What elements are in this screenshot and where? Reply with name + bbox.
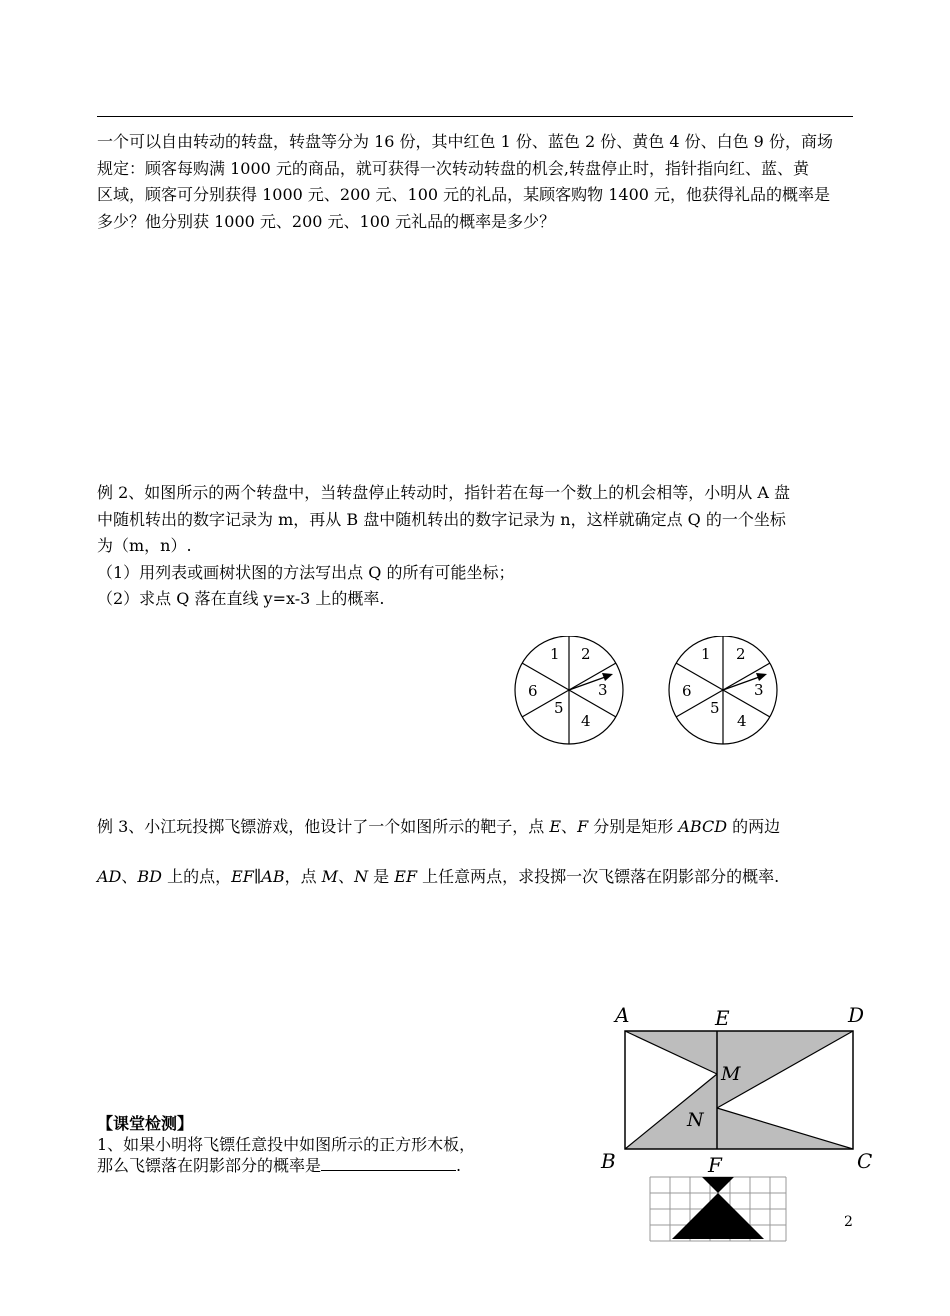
- spinner-b: [666, 636, 784, 748]
- question-2: （2）求点 Q 落在直线 y=x-3 上的概率.: [97, 589, 385, 608]
- section-heading: 【课堂检测】: [97, 1114, 194, 1133]
- spinner-a: [512, 636, 630, 748]
- text-line: 例 2、如图所示的两个转盘中，当转盘停止转动时，指针若在每一个数上的机会相等，小明从 A 盘: [97, 483, 790, 502]
- check-question-1: 1、如果小明将飞镖任意投中如图所示的正方形木板，: [97, 1135, 476, 1154]
- text-line: 规定：顾客每购满 1000 元的商品，就可获得一次转动转盘的机会,转盘停止时，指针指向红、蓝、黄: [97, 158, 809, 178]
- vertex-label: F: [708, 1153, 722, 1177]
- page-number: 2: [844, 1214, 853, 1230]
- header-rule: [97, 116, 853, 117]
- spinner-label: 5: [554, 699, 564, 717]
- vertex-label: C: [857, 1149, 873, 1173]
- spinner-label: 1: [701, 645, 711, 663]
- question-1: （1）用列表或画树状图的方法写出点 Q 的所有可能坐标；: [97, 562, 515, 582]
- spinner-label: 4: [581, 712, 591, 730]
- spinner-label: 3: [598, 681, 608, 699]
- check-question-1-answer: 那么飞镖落在阴影部分的概率是 .: [97, 1156, 462, 1175]
- arrow-head-icon: [756, 673, 767, 681]
- text-line: 为（m，n）.: [97, 536, 192, 555]
- rectangle-target-figure: [595, 1000, 885, 1180]
- example-2: [97, 480, 857, 613]
- text-line: AD、BD 上的点，EF∥AB，点 M、N 是 EF 上任意两点，求投掷一次飞镖落在阴影部分的概率.: [97, 867, 780, 886]
- spinner-label: 2: [736, 645, 746, 663]
- spinner-label: 4: [737, 712, 747, 730]
- classroom-check: [97, 1113, 475, 1176]
- answer-blank: [321, 1156, 456, 1171]
- text-line: 中随机转出的数字记录为 m，再从 B 盘中随机转出的数字记录为 n，这样就确定点 Q 的一个坐标: [97, 509, 786, 529]
- spinner-label: 6: [528, 682, 538, 700]
- vertex-label: D: [848, 1003, 865, 1027]
- vertex-label: E: [715, 1006, 730, 1030]
- text-line: 一个可以自由转动的转盘，转盘等分为 16 份，其中红色 1 份、蓝色 2 份、黄色 4 份、白色 9 份，商场: [97, 132, 833, 151]
- spinner-label: 2: [581, 645, 591, 663]
- text-line: 多少？他分别获 1000 元、200 元、100 元礼品的概率是多少？: [97, 211, 556, 231]
- vertex-label: A: [615, 1003, 630, 1027]
- point-label: M: [721, 1063, 741, 1085]
- spinner-label: 6: [682, 682, 692, 700]
- shaded-triangle: [702, 1177, 734, 1193]
- text-line: 区域，顾客可分别获得 1000 元、200 元、100 元的礼品，某顾客购物 1400 元，他获得礼品的概率是: [97, 185, 831, 204]
- spinner-label: 1: [550, 645, 560, 663]
- text-line: 例 3、小江玩投掷飞镖游戏，他设计了一个如图所示的靶子，点 E、F 分别是矩形 ABCD 的两边: [97, 817, 781, 836]
- arrow-head-icon: [602, 673, 613, 681]
- point-label: N: [687, 1109, 704, 1131]
- example-3: [97, 808, 857, 896]
- problem-1: [97, 129, 857, 235]
- spinner-label: 5: [710, 699, 720, 717]
- grid-board-figure: [646, 1175, 790, 1245]
- vertex-label: B: [601, 1149, 616, 1173]
- spinner-label: 3: [754, 681, 764, 699]
